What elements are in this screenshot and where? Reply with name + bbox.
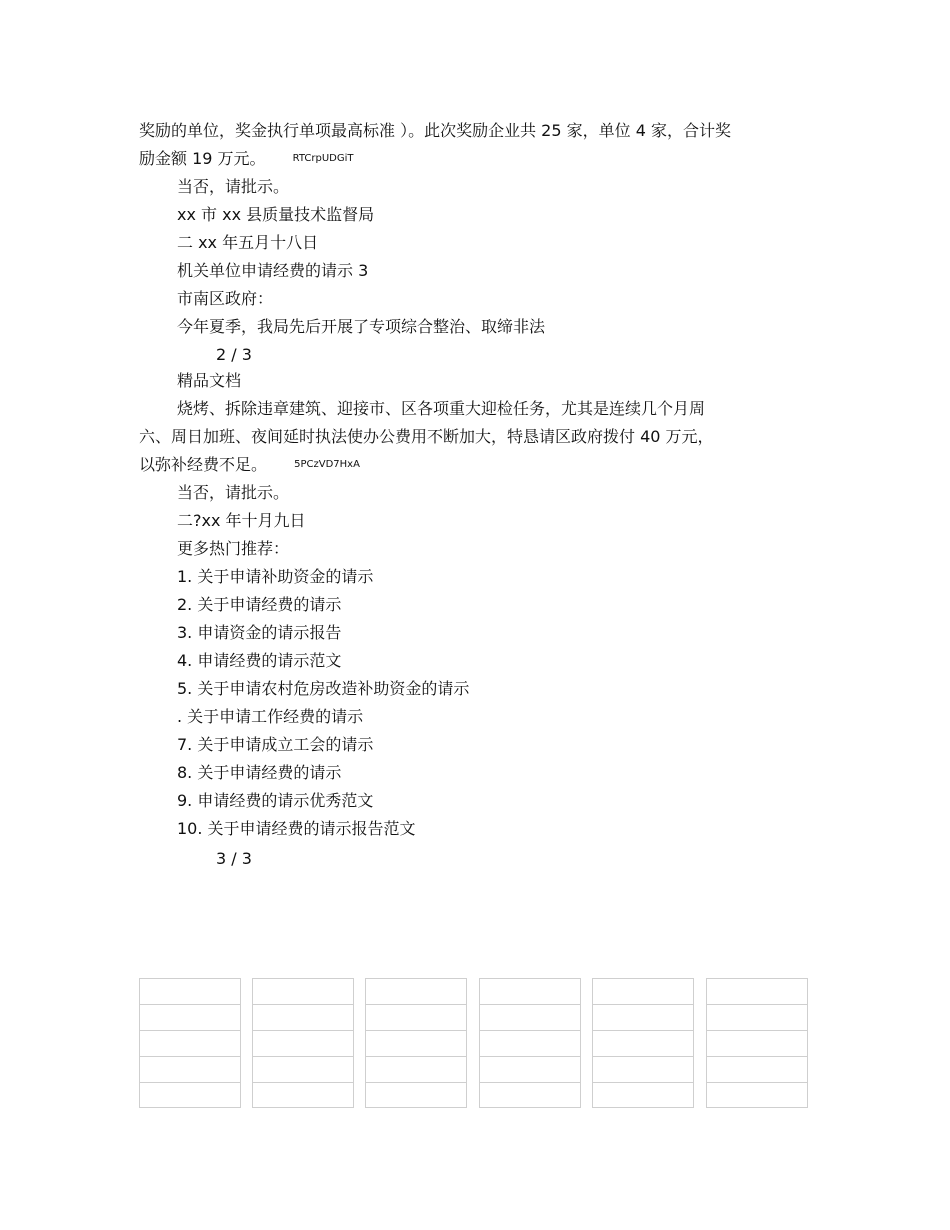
recommendation-item[interactable]: 4. 申请经费的请示范文 (177, 651, 342, 670)
text-line: 奖励的单位，奖金执行单项最高标准 ）。此次奖励企业共 25 家，单位 4 家，合计奖 (139, 121, 731, 140)
table-column (252, 978, 354, 1108)
page-number: 2 / 3 (216, 345, 252, 364)
doc-code: 5PCzVD7HxA (294, 459, 360, 470)
text-line: 以弥补经费不足。 5PCzVD7HxA (139, 455, 360, 474)
table-column (706, 978, 808, 1108)
page-number: 3 / 3 (216, 849, 252, 868)
recommendation-item[interactable]: 7. 关于申请成立工会的请示 (177, 735, 374, 754)
recommendation-item[interactable]: 3. 申请资金的请示报告 (177, 623, 342, 642)
table-column (365, 978, 467, 1108)
text-line: 当否，请批示。 (177, 483, 290, 502)
recommendation-item[interactable]: 8. 关于申请经费的请示 (177, 763, 342, 782)
doc-code: RTCrpUDGiT (292, 153, 354, 164)
text-line: 六、周日加班、夜间延时执法使办公费用不断加大，特恳请区政府拨付 40 万元， (139, 427, 714, 446)
text-line: 二?xx 年十月九日 (177, 511, 306, 530)
table-column (479, 978, 581, 1108)
section-title: 更多热门推荐： (177, 539, 290, 558)
text-line: 烧烤、拆除违章建筑、迎接市、区各项重大迎检任务，尤其是连续几个月周 (177, 399, 706, 418)
text-line: 二 xx 年五月十八日 (177, 233, 319, 252)
text-line: 当否，请批示。 (177, 177, 290, 196)
recommendation-item[interactable]: 2. 关于申请经费的请示 (177, 595, 342, 614)
text-line: 今年夏季，我局先后开展了专项综合整治、取缔非法 (177, 317, 546, 336)
text-line: 励金额 19 万元。 RTCrpUDGiT (139, 149, 354, 168)
text-line: 精品文档 (177, 371, 242, 390)
recommendation-item[interactable]: 5. 关于申请农村危房改造补助资金的请示 (177, 679, 470, 698)
text-line: xx 市 xx 县质量技术监督局 (177, 205, 375, 224)
table-column (592, 978, 694, 1108)
heading: 机关单位申请经费的请示 3 (177, 261, 369, 280)
text-line: 市南区政府： (177, 289, 274, 308)
recommendation-item[interactable]: 10. 关于申请经费的请示报告范文 (177, 819, 416, 838)
recommendation-item[interactable]: 9. 申请经费的请示优秀范文 (177, 791, 374, 810)
recommendation-item[interactable]: 1. 关于申请补助资金的请示 (177, 567, 374, 586)
recommendation-item[interactable]: . 关于申请工作经费的请示 (177, 707, 364, 726)
table-column (139, 978, 241, 1108)
